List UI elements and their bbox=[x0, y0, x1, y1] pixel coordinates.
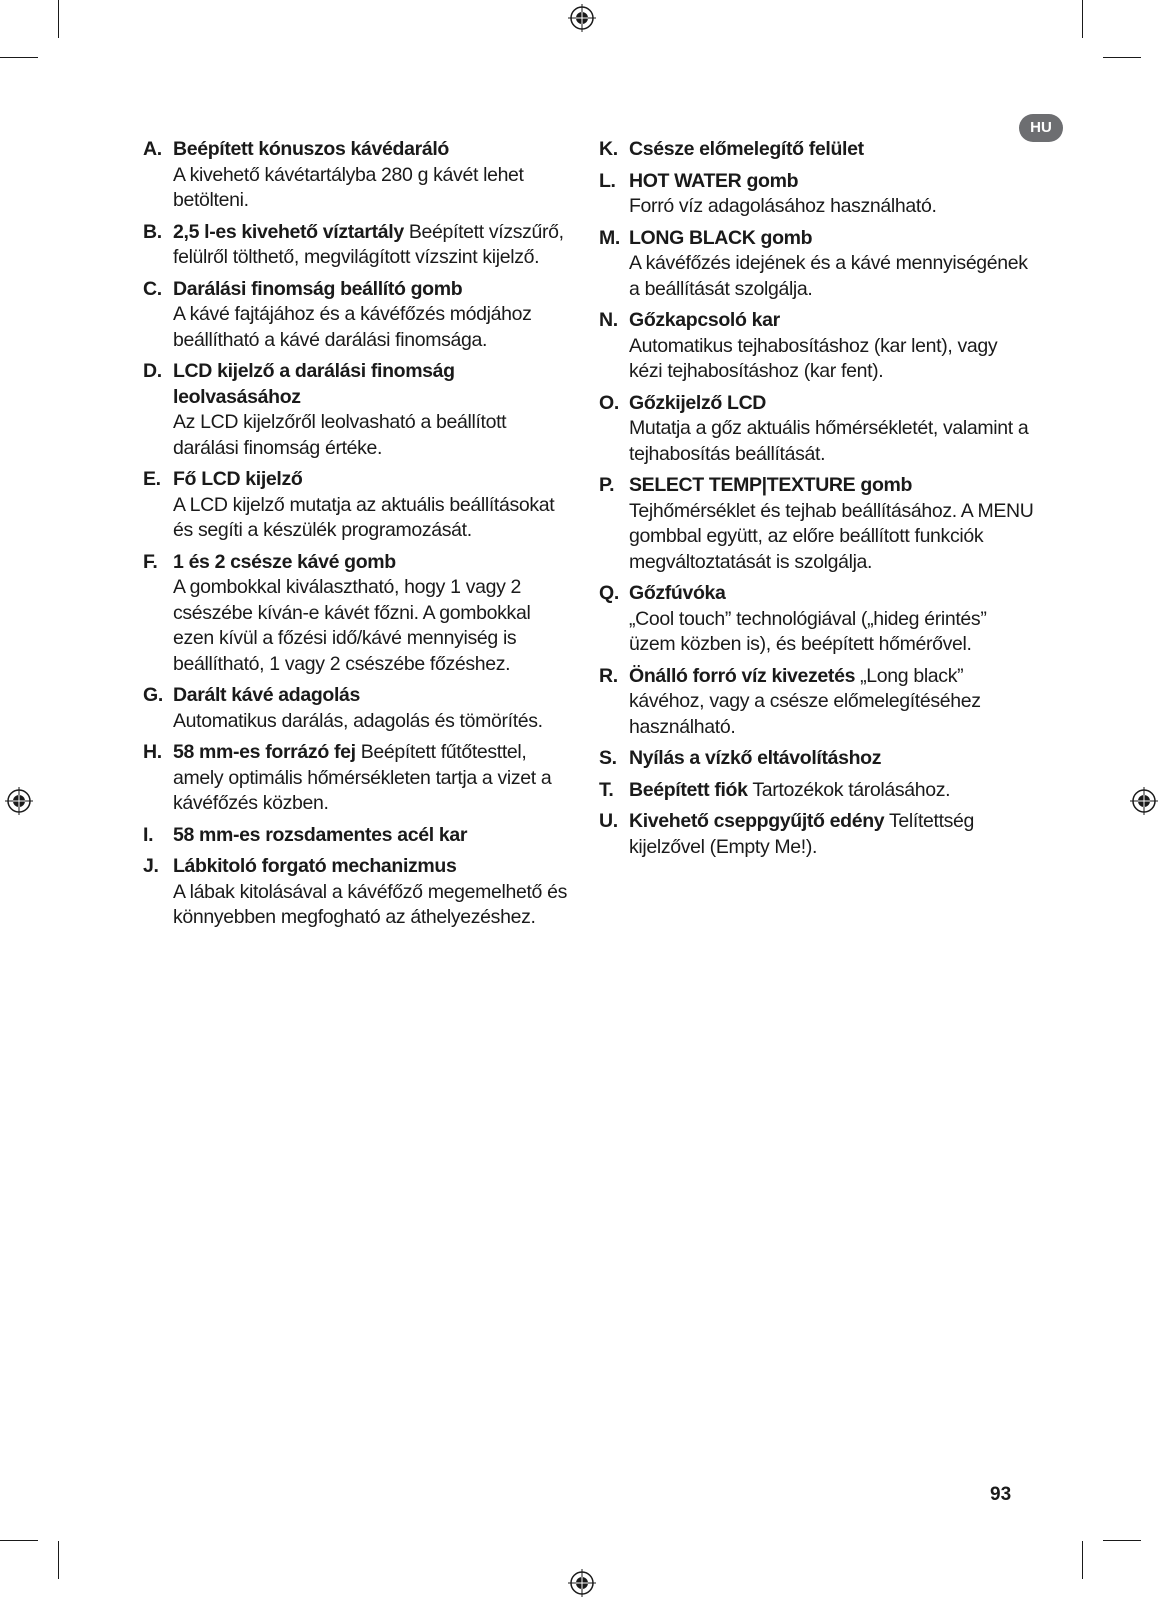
part-description: A LCD kijelző mutatja az aktuális beállításokat és segíti a készülék programozását. bbox=[173, 493, 555, 541]
part-title: 58 mm-es rozsdamentes acél kar bbox=[173, 823, 468, 846]
part-title: LCD kijelző a darálási finomság leolvasásához bbox=[173, 360, 455, 408]
part-letter: O. bbox=[599, 391, 619, 414]
part-item bbox=[143, 277, 573, 354]
part-body bbox=[629, 664, 1034, 741]
registration-mark-icon bbox=[567, 3, 597, 33]
part-body bbox=[629, 169, 1034, 220]
part-letter: F. bbox=[143, 550, 158, 573]
part-description: A kávéfőzés idejének és a kávé mennyiségének a beállítását szolgálja. bbox=[629, 252, 1028, 300]
part-description: A gombokkal kiválasztható, hogy 1 vagy 2 csészébe kíván-e kávét főzni. A gombokkal ezen kívül a főzési idő/kávé mennyiség is beállítható, 1 vagy 2 csészébe főzéshez. bbox=[173, 576, 531, 675]
part-body bbox=[173, 823, 573, 849]
part-letter: B. bbox=[143, 220, 162, 243]
part-letter: S. bbox=[599, 747, 617, 769]
part-body bbox=[173, 467, 573, 544]
part-letter: I. bbox=[143, 823, 154, 846]
parts-list-right bbox=[599, 137, 1034, 866]
part-letter: D. bbox=[143, 360, 162, 382]
part-title: Lábkitoló forgató mechanizmus bbox=[173, 855, 457, 877]
part-letter: H. bbox=[143, 741, 162, 763]
part-item bbox=[143, 854, 573, 931]
part-item bbox=[599, 581, 1034, 658]
part-item bbox=[599, 391, 1034, 468]
part-letter: T. bbox=[599, 778, 614, 801]
part-item bbox=[599, 137, 1034, 163]
part-item bbox=[599, 308, 1034, 385]
part-body bbox=[173, 740, 573, 817]
language-badge: HU bbox=[1019, 114, 1063, 142]
part-body bbox=[173, 359, 573, 461]
part-body bbox=[629, 226, 1034, 303]
crop-mark bbox=[1082, 0, 1083, 38]
part-title: Fő LCD kijelző bbox=[173, 468, 303, 490]
page-number: 93 bbox=[990, 1484, 1012, 1505]
part-body bbox=[173, 137, 573, 214]
part-description: Forró víz adagolásához használható. bbox=[629, 195, 937, 217]
part-item bbox=[599, 169, 1034, 220]
part-letter: M. bbox=[599, 226, 620, 249]
part-body bbox=[629, 473, 1034, 575]
part-body bbox=[629, 581, 1034, 658]
part-item bbox=[143, 740, 573, 817]
registration-mark-icon bbox=[1129, 786, 1159, 816]
part-description: Mutatja a gőz aktuális hőmérsékletét, valamint a tejhabosítás beállítását. bbox=[629, 417, 1029, 465]
part-description: „Cool touch” technológiával („hideg érintés” üzem közben is), és beépített hőmérővel. bbox=[629, 607, 987, 655]
part-item bbox=[599, 746, 1034, 772]
part-title: Gőzkapcsoló kar bbox=[629, 309, 780, 331]
part-letter: P. bbox=[599, 474, 615, 496]
part-title: Darálási finomság beállító gomb bbox=[173, 277, 463, 300]
part-description: A kivehető kávétartályba 280 g kávét lehet betölteni. bbox=[173, 163, 524, 211]
part-title: Csésze előmelegítő felület bbox=[629, 138, 864, 160]
part-letter: Q. bbox=[599, 582, 619, 604]
crop-mark bbox=[1082, 1541, 1083, 1579]
registration-mark-icon bbox=[567, 1568, 597, 1598]
part-title: 2,5 l-es kivehető víztartály bbox=[173, 220, 404, 243]
part-item bbox=[599, 778, 1034, 804]
part-inline-description: Beépített vízszűrő, felülről tölthető, megvilágított vízszint kijelző. bbox=[173, 220, 564, 268]
part-item bbox=[143, 467, 573, 544]
part-body bbox=[629, 308, 1034, 385]
crop-mark bbox=[1103, 1540, 1141, 1541]
crop-mark bbox=[0, 1540, 38, 1541]
part-item bbox=[143, 137, 573, 214]
part-letter: J. bbox=[143, 855, 159, 877]
part-title: SELECT TEMP|TEXTURE gomb bbox=[629, 474, 913, 496]
part-letter: C. bbox=[143, 277, 162, 300]
part-title: Gőzfúvóka bbox=[629, 582, 726, 604]
part-inline-description: Tartozékok tárolásához. bbox=[747, 778, 951, 801]
parts-list-left bbox=[143, 137, 573, 937]
part-letter: R. bbox=[599, 664, 618, 687]
part-body bbox=[173, 683, 573, 734]
part-letter: U. bbox=[599, 810, 618, 832]
part-title: Kivehető cseppgyűjtő edény bbox=[629, 810, 885, 832]
part-body bbox=[173, 277, 573, 354]
part-body bbox=[629, 391, 1034, 468]
part-letter: G. bbox=[143, 684, 163, 706]
part-title: Önálló forró víz kivezetés bbox=[629, 664, 856, 687]
part-item bbox=[599, 664, 1034, 741]
part-description: Automatikus darálás, adagolás és tömörítés. bbox=[173, 709, 543, 732]
part-title: 58 mm-es forrázó fej bbox=[173, 741, 356, 763]
part-letter: E. bbox=[143, 468, 161, 490]
crop-mark bbox=[0, 57, 38, 58]
part-item bbox=[599, 809, 1034, 860]
part-letter: L. bbox=[599, 169, 616, 192]
part-description: Az LCD kijelzőről leolvasható a beállított darálási finomság értéke. bbox=[173, 411, 507, 459]
part-title: HOT WATER gomb bbox=[629, 169, 799, 192]
part-letter: N. bbox=[599, 309, 618, 331]
part-body bbox=[173, 550, 573, 678]
part-title: 1 és 2 csésze kávé gomb bbox=[173, 550, 396, 573]
part-item bbox=[143, 823, 573, 849]
part-letter: A. bbox=[143, 138, 162, 160]
crop-mark bbox=[58, 1541, 59, 1579]
part-body bbox=[173, 854, 573, 931]
part-title: Beépített kónuszos kávédaráló bbox=[173, 138, 449, 160]
part-item bbox=[143, 359, 573, 461]
part-title: Gőzkijelző LCD bbox=[629, 391, 767, 414]
part-description: Tejhőmérséklet és tejhab beállításához. A MENU gombbal együtt, az előre beállított funkciók megváltoztatását is szolgálja. bbox=[629, 499, 1034, 573]
part-description: A kávé fajtájához és a kávéfőzés módjához beállítható a kávé darálási finomsága. bbox=[173, 303, 532, 351]
part-body bbox=[629, 137, 1034, 163]
part-body bbox=[629, 809, 1034, 860]
part-item bbox=[599, 473, 1034, 575]
part-letter: K. bbox=[599, 138, 618, 160]
part-title: Beépített fiók bbox=[629, 778, 748, 801]
part-item bbox=[143, 220, 573, 271]
part-title: Darált kávé adagolás bbox=[173, 684, 361, 706]
part-title: LONG BLACK gomb bbox=[629, 226, 813, 249]
part-description: Automatikus tejhabosításhoz (kar lent), vagy kézi tejhabosításhoz (kar fent). bbox=[629, 334, 998, 382]
part-title: Nyílás a vízkő eltávolításhoz bbox=[629, 747, 882, 769]
registration-mark-icon bbox=[4, 786, 34, 816]
part-body bbox=[629, 778, 1034, 804]
part-inline-description: Telítettség kijelzővel (Empty Me!). bbox=[629, 810, 975, 858]
part-inline-description: „Long black” kávéhoz, vagy a csésze előmelegítéséhez használható. bbox=[629, 664, 981, 738]
part-item bbox=[143, 550, 573, 678]
part-body bbox=[629, 746, 1034, 772]
part-item bbox=[599, 226, 1034, 303]
part-description: A lábak kitolásával a kávéfőző megemelhető és könnyebben megfogható az áthelyezéshez. bbox=[173, 880, 567, 928]
crop-mark bbox=[58, 0, 59, 38]
part-item bbox=[143, 683, 573, 734]
part-body bbox=[173, 220, 573, 271]
crop-mark bbox=[1103, 57, 1141, 58]
part-inline-description: Beépített fűtőtesttel, amely optimális hőmérsékleten tartja a vizet a kávéfőzés közben. bbox=[173, 741, 552, 814]
